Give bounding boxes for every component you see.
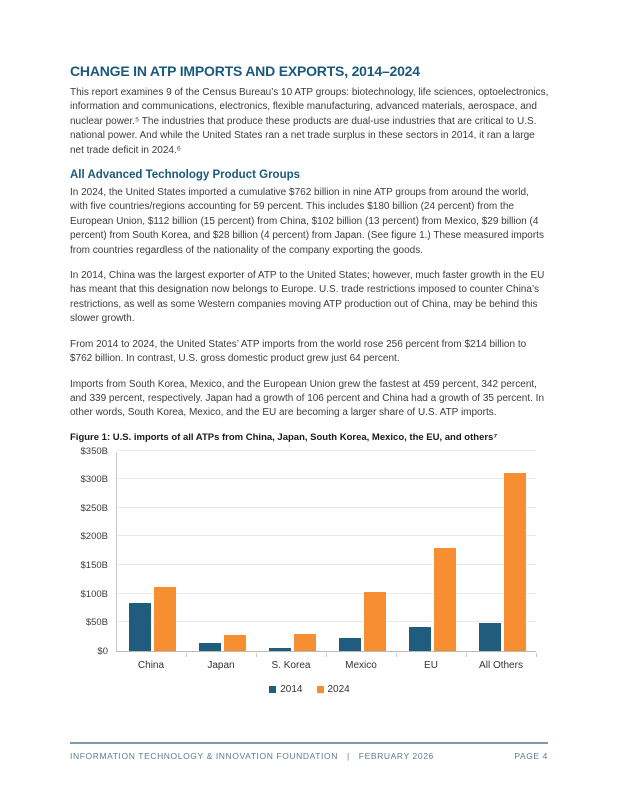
y-axis-tick-label: $0 [97, 645, 108, 657]
y-axis-tick-label: $50B [85, 617, 108, 629]
bar-2024-japan [224, 635, 246, 651]
x-axis-tick-mark [256, 653, 257, 657]
bar-2024-all-others [504, 473, 526, 651]
bar-2024-eu [434, 548, 456, 651]
chart-legend [70, 684, 549, 695]
subsection-heading: All Advanced Technology Product Groups [70, 169, 301, 182]
x-axis-tick-mark [466, 653, 467, 657]
x-axis-category-label: All Others [479, 659, 523, 671]
gridline [117, 478, 536, 479]
x-axis-category-label: EU [424, 659, 438, 671]
x-axis-category-label: S. Korea [271, 659, 311, 671]
legend-swatch-icon [269, 686, 276, 693]
y-axis-tick-label: $200B [80, 531, 108, 543]
legend-label: 2014 [280, 683, 303, 695]
gridline [117, 535, 536, 536]
page-footer [70, 742, 548, 761]
paragraph-intro: This report examines 9 of the Census Bureau’s 10 ATP groups: biotechnology, life sciences, optoelectronics, information and communications, electronics, flexible manufacturing, advanced materials, aerospace, and nuclear power.⁵ The industries that produce these products are dual-use industries that are critical to U.S. national power. And while the United States ran a net trade surplus in these sectors in 2014, it ran a large net trade deficit in 2024.⁶ [70, 87, 549, 156]
x-axis-category-label: Japan [207, 659, 235, 671]
bar-2024-china [154, 587, 176, 651]
bar-chart-figure-1 [70, 445, 549, 710]
x-axis-tick-mark [396, 653, 397, 657]
bar-2014-eu [409, 627, 431, 650]
y-axis-tick-label: $350B [80, 445, 108, 457]
legend-swatch-icon [317, 686, 324, 693]
y-axis-tick-label: $150B [80, 560, 108, 571]
x-axis-tick-mark [536, 653, 537, 657]
page-content [70, 63, 549, 710]
footer-page-number: PAGE 4 [514, 751, 548, 761]
paragraph-fastest-growth: Imports from South Korea, Mexico, and the European Union grew the fastest at 459 percent, 342 percent, and 339 percent, respectively. Japan had a growth of 106 percent and China had a growth of 35 percent. In other words, South Korea, Mexico, and the EU are becoming a larger share of U.S. ATP imports. [70, 378, 545, 419]
y-axis-tick-label: $250B [80, 502, 108, 514]
legend-item-2024 [317, 684, 350, 695]
y-axis-tick-label: $300B [80, 474, 108, 486]
footer-left [70, 751, 434, 761]
gridline [117, 621, 536, 622]
chart-plot-area [116, 452, 536, 652]
y-axis-tick-label: $100B [80, 588, 108, 600]
gridline [117, 593, 536, 594]
bar-2014-s-korea [269, 648, 291, 651]
paragraph-china-eu: In 2014, China was the largest exporter of ATP to the United States; however, much faster growth in the EU has meant that this designation now belongs to Europe. U.S. trade restrictions imposed to counter China’s restrictions, as well as some Western companies moving ATP production out of China, may be behind this slower growth. [70, 270, 545, 325]
legend-item-2014 [269, 684, 302, 695]
bar-2014-all-others [479, 623, 501, 650]
figure-caption: Figure 1: U.S. imports of all ATPs from China, Japan, South Korea, Mexico, the EU, and others⁷ [70, 431, 498, 443]
bar-2024-s-korea [294, 634, 316, 651]
paragraph-2024-imports: In 2024, the United States imported a cumulative $762 billion in nine ATP groups from around the world, with five countries/regions accounting for 59 percent. This includes $180 billion (24 percent) from the European Union, $112 billion (15 percent) from China, $102 billion (13 percent) from Mexico, $29 billion (4 percent) from South Korea, and $28 billion (4 percent) from Japan. (See figure 1.) These measured imports from countries regardless of the nationality of the company exporting the goods. [70, 187, 544, 256]
x-axis-tick-mark [326, 653, 327, 657]
footer-org: INFORMATION TECHNOLOGY & INNOVATION FOUNDATION [70, 751, 338, 761]
footer-date: FEBRUARY 2026 [358, 751, 434, 761]
bar-2014-china [129, 603, 151, 650]
section-heading: CHANGE IN ATP IMPORTS AND EXPORTS, 2014–2024 [70, 63, 420, 79]
bar-2014-mexico [339, 638, 361, 651]
x-axis-category-label: Mexico [345, 659, 377, 671]
legend-label: 2024 [327, 683, 350, 695]
gridline [117, 564, 536, 565]
x-axis-tick-mark [186, 653, 187, 657]
gridline [117, 450, 536, 451]
bar-2024-mexico [364, 592, 386, 650]
footer-separator: | [346, 751, 350, 761]
x-axis-category-label: China [137, 659, 165, 671]
bar-2014-japan [199, 643, 221, 650]
paragraph-growth: From 2014 to 2024, the United States’ ATP imports from the world rose 256 percent from $214 billion to $762 billion. In contrast, U.S. gross domestic product grew just 64 percent. [70, 338, 527, 365]
gridline [117, 507, 536, 508]
